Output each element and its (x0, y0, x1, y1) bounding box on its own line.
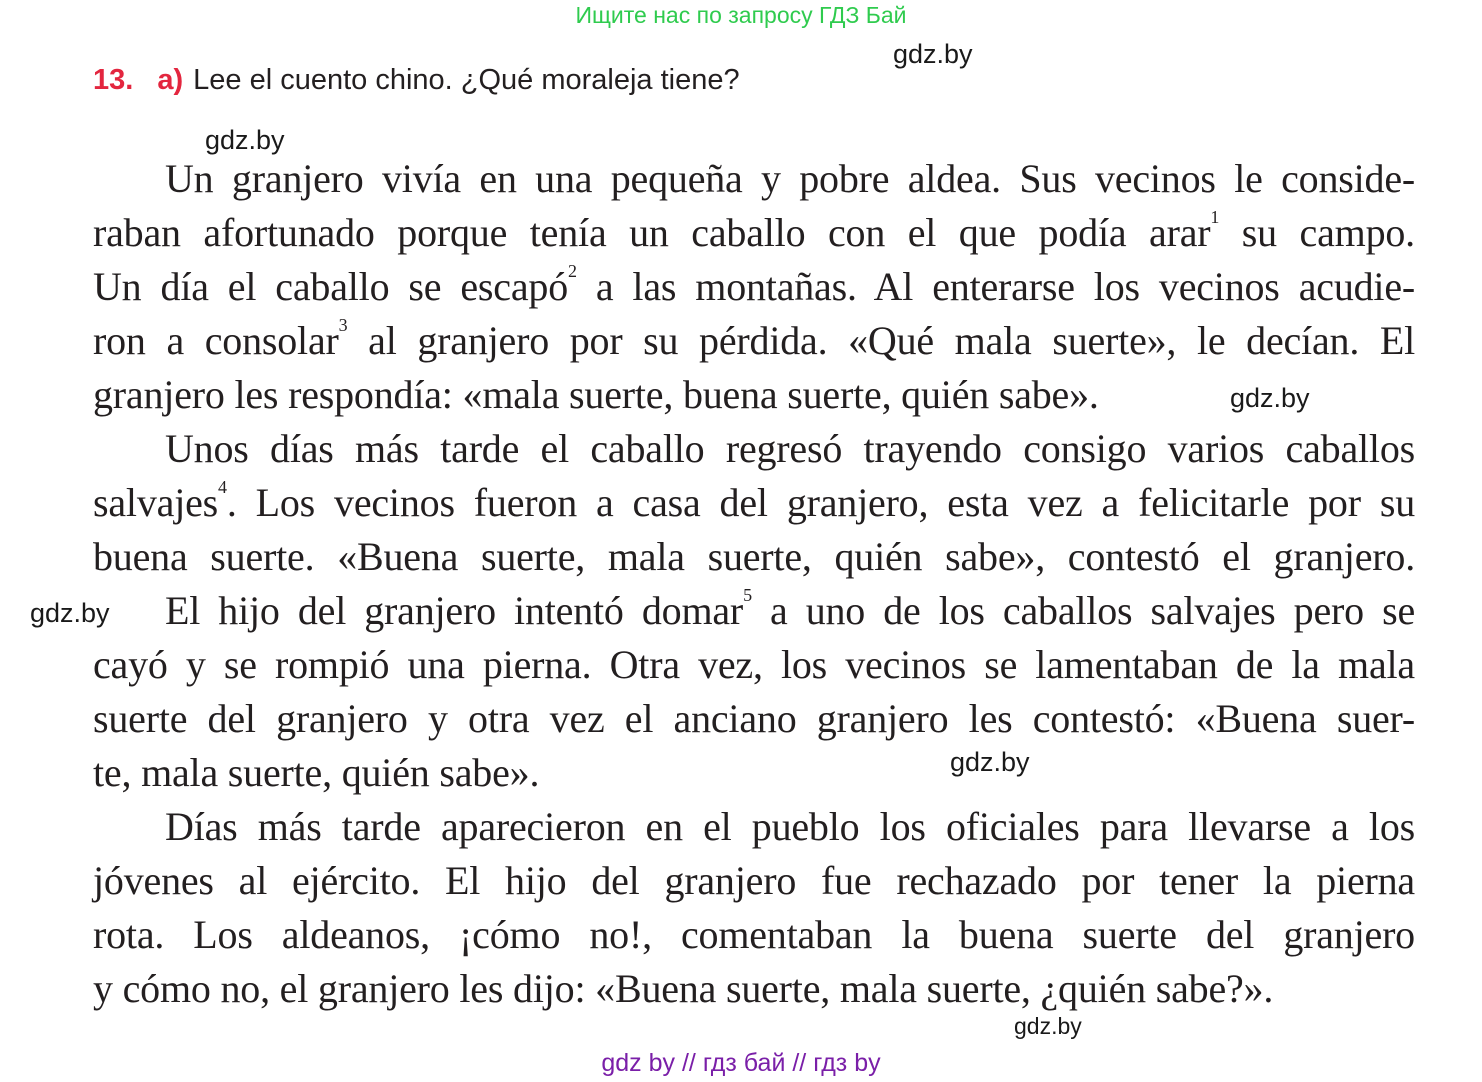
footnote-marker: 1 (1210, 207, 1220, 227)
story-line: El hijo del granjero intentó domar$^5$ a uno de los caballos salvajes pero se (165, 585, 1415, 633)
footer-links: gdz by // гдз бай // гдз by (601, 1049, 881, 1077)
story-line: te, mala suerte, quién sabe». (93, 750, 540, 795)
watermark: gdz.by (950, 747, 1030, 777)
task-heading (93, 60, 740, 100)
watermark: gdz.by (1014, 1013, 1082, 1039)
story-line: suerte del granjero y otra vez el anciano granjero les contestó: «Buena suer- (93, 696, 1415, 741)
story-line: y cómo no, el granjero les dijo: «Buena suerte, mala suerte, ¿quién sabe?». (93, 966, 1274, 1011)
story-line: Un granjero vivía en una pequeña y pobre aldea. Sus vecinos le conside- (165, 156, 1415, 201)
story-line: Un día el caballo se escapó$^2$ a las montañas. Al enterarse los vecinos acudie- (93, 261, 1416, 309)
story-line: buena suerte. «Buena suerte, mala suerte, quién sabe», contestó el granjero. (93, 534, 1415, 579)
story-line: Unos días más tarde el caballo regresó trayendo consigo varios caballos (165, 426, 1415, 471)
story-line: granjero les respondía: «mala suerte, buena suerte, quién sabe». (93, 372, 1099, 417)
watermark: gdz.by (30, 598, 110, 628)
story-line: Días más tarde aparecieron en el pueblo los oficiales para llevarse a los (165, 804, 1415, 849)
task-part-label: a) (157, 64, 184, 96)
watermark: gdz.by (205, 125, 285, 155)
site-banner: Ищите нас по запросу ГДЗ Бай (575, 2, 907, 28)
watermark: gdz.by (1230, 383, 1310, 413)
footnote-marker: 4 (218, 477, 227, 497)
story-line: cayó y se rompió una pierna. Otra vez, los vecinos se lamentaban de la mala (93, 642, 1415, 687)
story-line: jóvenes al ejército. El hijo del granjero fue rechazado por tener la pierna (93, 858, 1415, 903)
story-line: salvajes$^4$. Los vecinos fueron a casa del granjero, esta vez a felicitarle por su (93, 477, 1415, 525)
story-line: raban afortunado porque tenía un caballo con el que podía arar$^1$ su campo. (93, 207, 1415, 255)
footnote-marker: 3 (338, 315, 348, 335)
watermark: gdz.by (893, 39, 973, 69)
story-line: ron a consolar$^3$ al granjero por su pérdida. «Qué mala suerte», le decían. El (93, 315, 1415, 363)
story-line: rota. Los aldeanos, ¡cómo no!, comentaban la buena suerte del granjero (93, 912, 1415, 957)
task-number: 13. (93, 64, 134, 96)
task-instruction: Lee el cuento chino. ¿Qué moraleja tiene? (193, 64, 740, 96)
footnote-marker: 2 (568, 261, 577, 281)
footnote-marker: 5 (743, 585, 752, 605)
